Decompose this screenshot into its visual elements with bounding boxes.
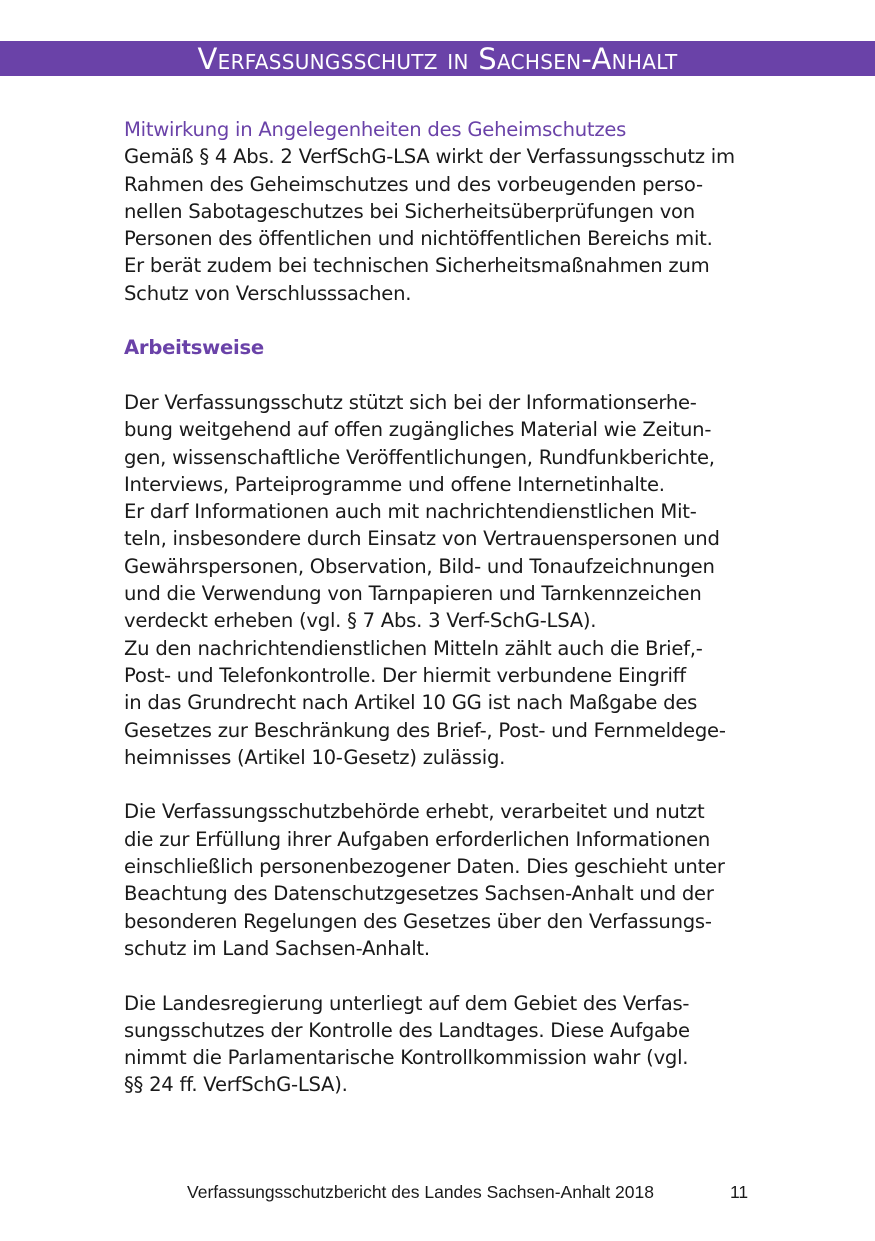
text-line: Gesetzes zur Beschränkung des Brief-, Post- und Fernmeldege- [124, 718, 726, 742]
text-line: Beachtung des Datenschutzgesetzes Sachsen-Anhalt und der [124, 882, 714, 906]
text-line: Er darf Informationen auch mit nachrichtendienstlichen Mit- [124, 500, 697, 524]
text-line: die zur Erfüllung ihrer Aufgaben erforderlichen Informationen [124, 827, 711, 851]
text-line: Die Landesregierung unterliegt auf dem Gebiet des Verfas- [124, 991, 690, 1015]
text-line: Er berät zudem bei technischen Sicherheitsmaßnahmen zum [124, 254, 710, 278]
text-line: gen, wissenschaftliche Veröffentlichungen, Rundfunkberichte, [124, 445, 715, 469]
page-content [124, 116, 764, 1099]
text-line: heimnisses (Artikel 10-Gesetz) zulässig. [124, 745, 506, 769]
text-line: Gewährspersonen, Observation, Bild- und Tonaufzeichnungen [124, 554, 715, 578]
text-line: Interviews, Parteiprogramme und offene Internetinhalte. [124, 472, 665, 496]
text-line: sungsschutzes der Kontrolle des Landtages. Diese Aufgabe [124, 1018, 690, 1042]
text-line: Die Verfassungsschutzbehörde erhebt, verarbeitet und nutzt [124, 800, 705, 824]
text-line: bung weitgehend auf offen zugängliches Material wie Zeitun- [124, 418, 712, 442]
text-line: Rahmen des Geheimschutzes und des vorbeugenden perso- [124, 172, 703, 196]
text-line: Der Verfassungsschutz stützt sich bei der Informationserhe- [124, 390, 697, 414]
paragraph [124, 798, 764, 962]
text-line: Schutz von Verschlusssachen. [124, 281, 412, 305]
section-heading-secrecy: Mitwirkung in Angelegenheiten des Geheimschutzes [124, 118, 627, 141]
text-line: nellen Sabotageschutzes bei Sicherheitsüberprüfungen von [124, 199, 695, 223]
paragraph [124, 990, 764, 1099]
footer-text: Verfassungsschutzbericht des Landes Sachsen-Anhalt 2018 [187, 1182, 654, 1202]
paragraph [124, 389, 764, 771]
page-number: 11 [730, 1182, 749, 1202]
text-line: §§ 24 ff. VerfSchG-LSA). [124, 1073, 348, 1097]
text-line: teln, insbesondere durch Einsatz von Vertrauenspersonen und [124, 527, 720, 551]
text-line: Zu den nachrichtendienstlichen Mitteln zählt auch die Brief,- [124, 636, 703, 660]
text-line: schutz im Land Sachsen-Anhalt. [124, 936, 430, 960]
spacer [124, 307, 764, 334]
text-line: in das Grundrecht nach Artikel 10 GG ist nach Maßgabe des [124, 691, 698, 715]
spacer [124, 771, 764, 798]
text-line: Post- und Telefonkontrolle. Der hiermit verbundene Eingriff [124, 663, 686, 687]
text-line: nimmt die Parlamentarische Kontrollkommission wahr (vgl. [124, 1046, 689, 1070]
section-working-method [124, 334, 764, 1098]
text-line: und die Verwendung von Tarnpapieren und Tarnkennzeichen [124, 582, 702, 606]
spacer [124, 362, 764, 389]
text-line: Personen des öffentlichen und nichtöffentlichen Bereichs mit. [124, 227, 713, 251]
text-line: Gemäß § 4 Abs. 2 VerfSchG-LSA wirkt der Verfassungsschutz im [124, 145, 735, 169]
section-secrecy [124, 116, 764, 307]
text-line: einschließlich personenbezogener Daten. Dies geschieht unter [124, 855, 725, 879]
page-title: Verfassungsschutz in Sachsen-Anhalt [197, 42, 678, 76]
text-line: verdeckt erheben (vgl. § 7 Abs. 3 Verf-SchG-LSA). [124, 609, 597, 633]
text-line: besonderen Regelungen des Gesetzes über den Verfassungs- [124, 909, 712, 933]
spacer [124, 962, 764, 989]
section-heading-working-method: Arbeitsweise [124, 336, 264, 360]
